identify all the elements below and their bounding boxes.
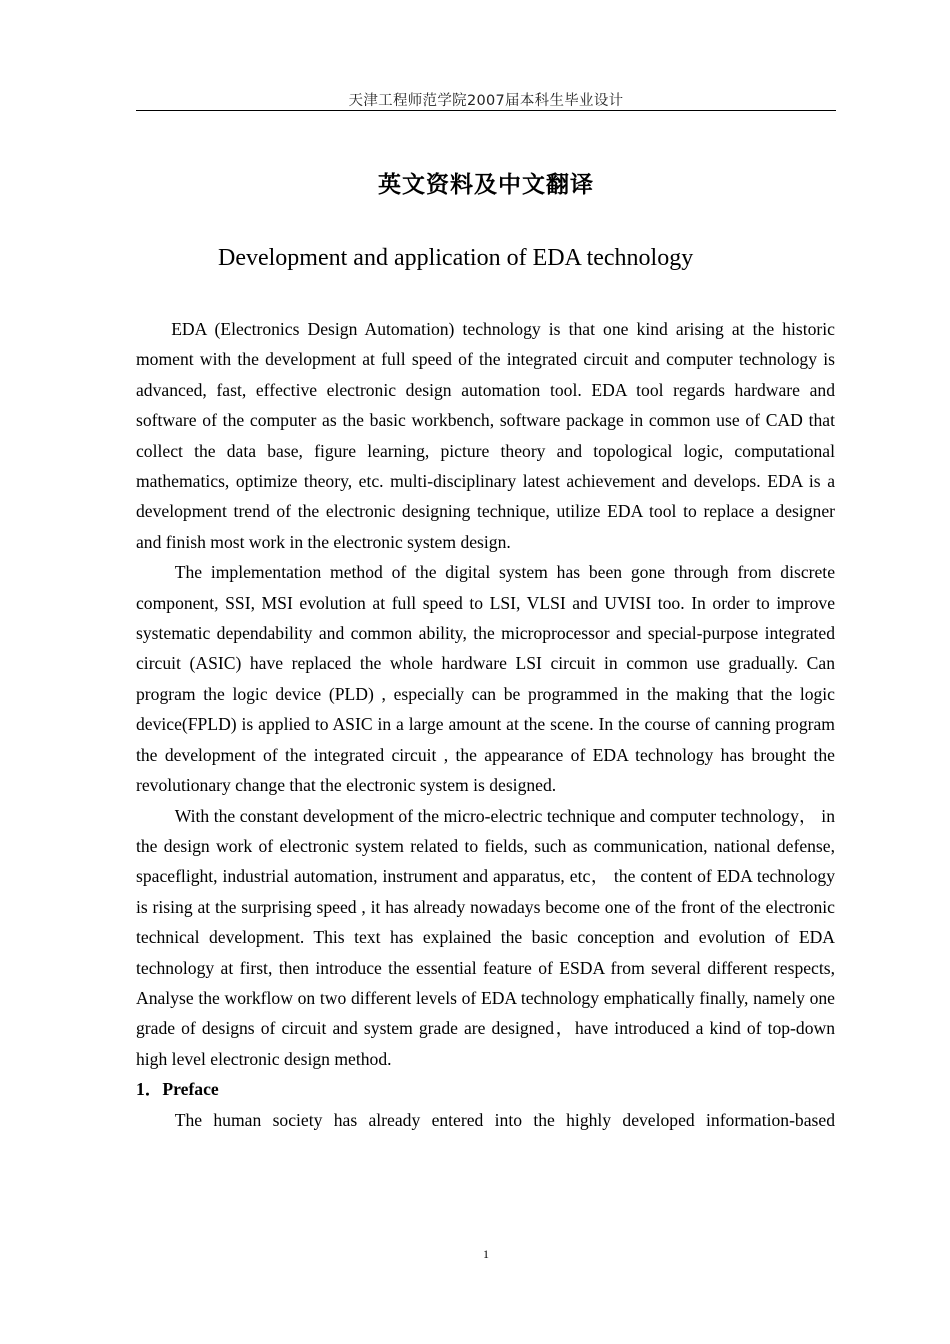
body-text xyxy=(136,314,835,1135)
paragraph-1: EDA (Electronics Design Automation) technology is that one kind arising at the historic moment with the development at full speed of the integrated circuit and computer technology is advanced, fast, effective electronic design automation tool. EDA tool regards hardware and software of the computer as the basic workbench, software package in common use of CAD that collect the data base, figure learning, picture theory and topological logic, computational mathematics, optimize theory, etc. multi-disciplinary latest achievement and develops. EDA is a development trend of the electronic designing technique, utilize EDA tool to replace a designer and finish most work in the electronic system design. xyxy=(136,319,835,552)
section-heading-preface: 1．Preface xyxy=(136,1079,219,1100)
paragraph-2: The implementation method of the digital system has been gone through from discrete component, SSI, MSI evolution at full speed to LSI, VLSI and UVISI too. In order to improve systematic dependability and common ability, the microprocessor and special-purpose integrated circuit (ASIC) have replaced the whole hardware LSI circuit in common use gradually. Can program the logic device (PLD) , especially can be programmed in the making that the logic device(FPLD) is applied to ASIC in a large amount at the scene. In the course of canning program the development of the integrated circuit , the appearance of EDA technology has brought the revolutionary change that the electronic system is designed. xyxy=(136,562,835,796)
paragraph-3: With the constant development of the micro-electric technique and computer technology， in the design work of electronic system related to fields, such as communication, national defense, spaceflight, industrial automation, instrument and apparatus, etc， the content of EDA technology is rising at the surprising speed , it has already nowadays become one of the front of the electronic technical development. This text has explained the basic conception and evolution of EDA technology at first, then introduce the essential feature of ESDA from several different respects, Analyse the workflow on two different levels of EDA technology emphatically finally, namely one grade of designs of circuit and system grade are designed，have introduced a kind of top-down high level electronic design method. xyxy=(136,805,835,1069)
section-paragraph: The human society has already entered into the highly developed information-based xyxy=(174,1109,835,1130)
page-number: 1 xyxy=(483,1247,489,1261)
running-header: 天津工程师范学院2007届本科生毕业设计 xyxy=(348,93,624,109)
header-rule xyxy=(136,110,836,111)
english-title: Development and application of EDA technology xyxy=(218,245,694,271)
chinese-title: 英文资料及中文翻译 xyxy=(378,172,594,198)
